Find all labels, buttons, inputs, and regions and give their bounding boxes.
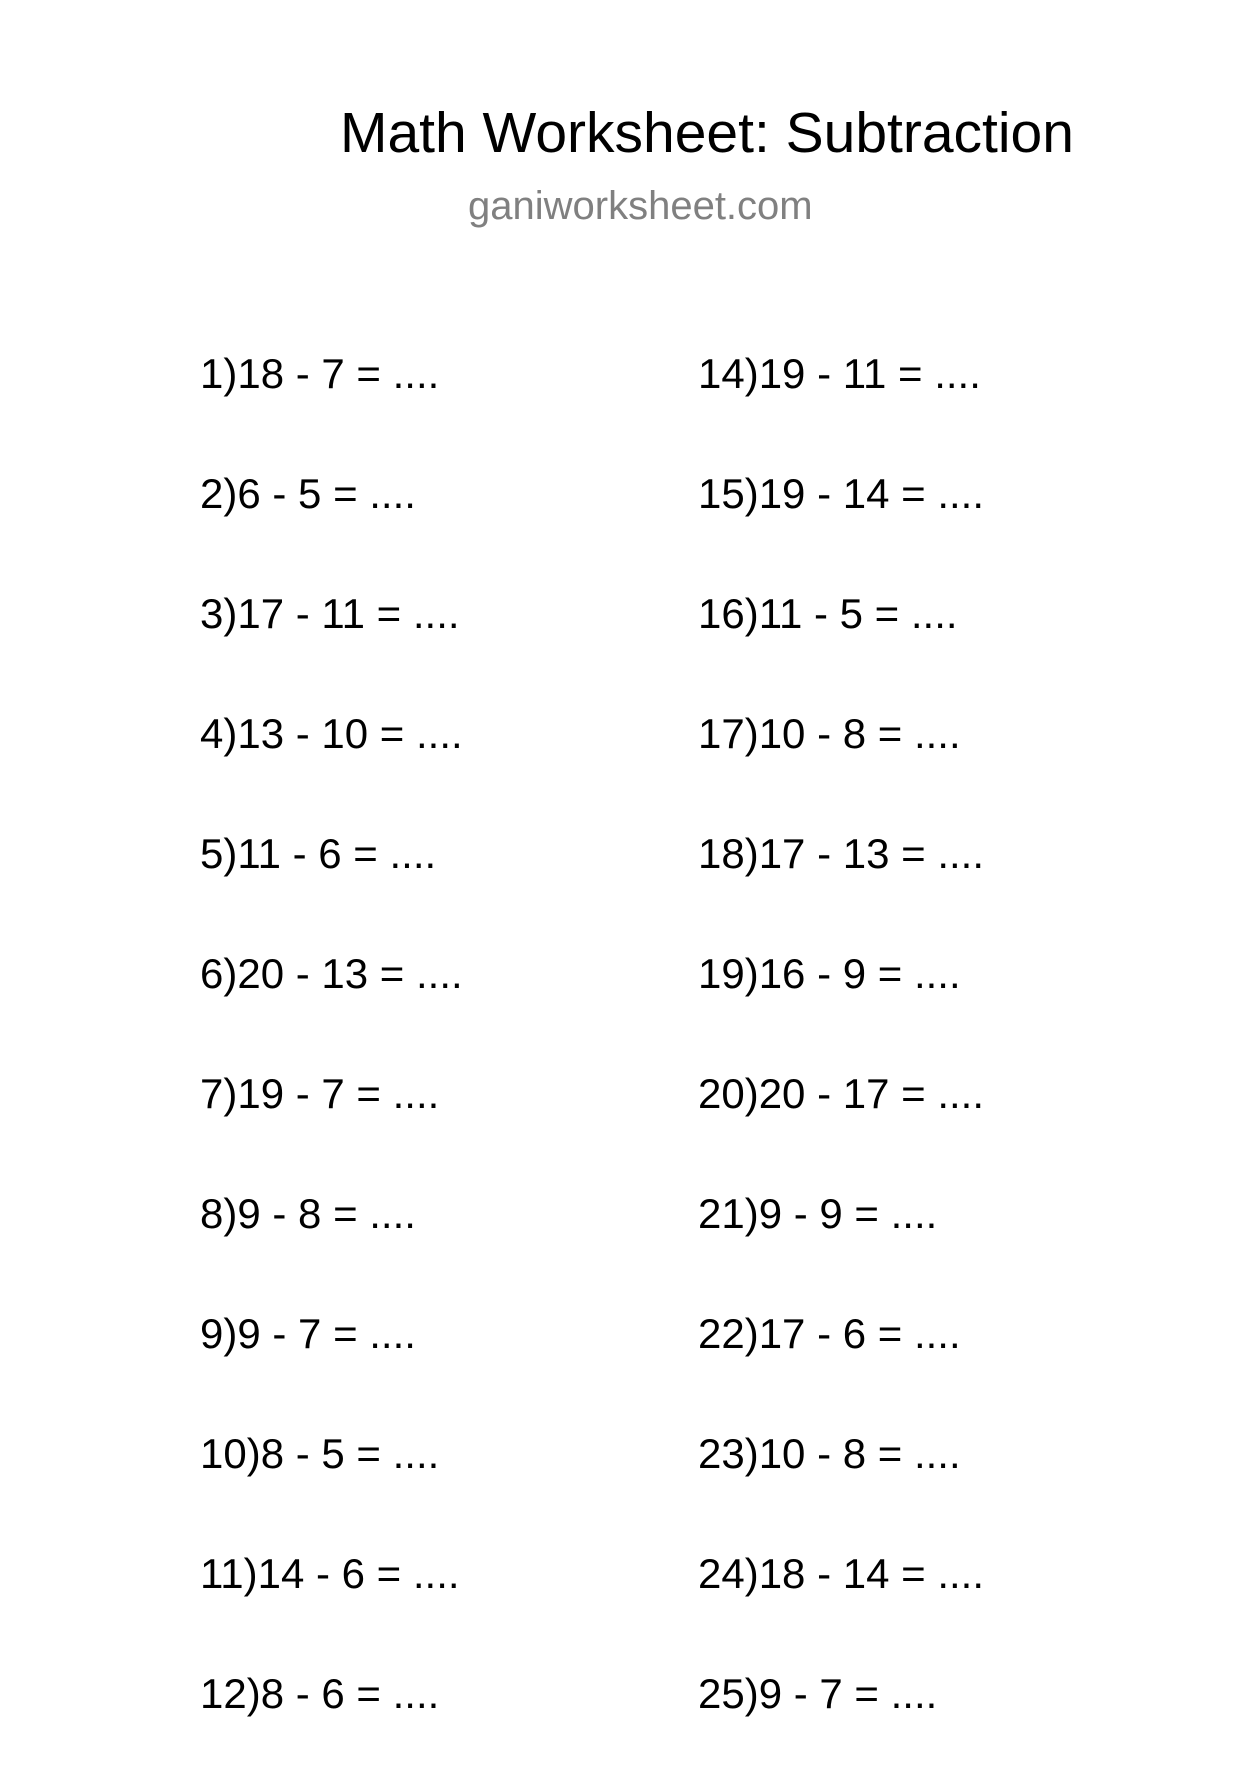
site-url: ganiworksheet.com bbox=[468, 184, 813, 228]
problem-number: 5) bbox=[200, 830, 238, 877]
problem-number: 19) bbox=[698, 950, 759, 997]
problem-item bbox=[200, 824, 463, 944]
problem-item bbox=[200, 1184, 463, 1304]
problem-number: 10) bbox=[200, 1430, 261, 1477]
problem-item bbox=[698, 1544, 984, 1664]
problem-expression: 8 - 5 = .... bbox=[260, 1430, 440, 1477]
problem-number: 3) bbox=[200, 590, 238, 637]
problem-expression: 19 - 7 = .... bbox=[237, 1070, 440, 1117]
problem-number: 6) bbox=[200, 950, 238, 997]
problem-number: 24) bbox=[698, 1550, 759, 1597]
problem-item bbox=[200, 1304, 463, 1424]
problem-expression: 19 - 14 = .... bbox=[758, 470, 985, 517]
problem-expression: 8 - 6 = .... bbox=[260, 1670, 440, 1717]
problem-number: 8) bbox=[200, 1190, 238, 1237]
problem-expression: 11 - 5 = .... bbox=[758, 590, 958, 637]
problem-item bbox=[200, 1064, 463, 1184]
problem-item bbox=[698, 1304, 984, 1424]
problem-number: 15) bbox=[698, 470, 759, 517]
problem-expression: 20 - 17 = .... bbox=[758, 1070, 985, 1117]
problem-number: 18) bbox=[698, 830, 759, 877]
problem-expression: 9 - 8 = .... bbox=[237, 1190, 416, 1237]
problem-number: 21) bbox=[698, 1190, 759, 1237]
problem-item bbox=[698, 824, 984, 944]
problem-number: 1) bbox=[200, 350, 238, 397]
problem-expression: 6 - 5 = .... bbox=[237, 470, 416, 517]
problem-number: 17) bbox=[698, 710, 759, 757]
problem-item bbox=[698, 944, 984, 1064]
problem-expression: 19 - 11 = .... bbox=[758, 350, 981, 397]
problem-item bbox=[698, 1424, 984, 1544]
problem-expression: 11 - 6 = .... bbox=[237, 830, 437, 877]
page-title: Math Worksheet: Subtraction bbox=[340, 101, 1074, 165]
problem-item bbox=[200, 1424, 463, 1544]
problem-expression: 18 - 14 = .... bbox=[758, 1550, 985, 1597]
problem-expression: 17 - 6 = .... bbox=[758, 1310, 961, 1357]
problem-expression: 17 - 11 = .... bbox=[237, 590, 460, 637]
problem-expression: 9 - 9 = .... bbox=[758, 1190, 938, 1237]
problem-item bbox=[200, 1544, 463, 1664]
problem-item bbox=[200, 704, 463, 824]
problem-expression: 16 - 9 = .... bbox=[758, 950, 961, 997]
problem-item bbox=[698, 464, 984, 584]
problem-number: 25) bbox=[698, 1670, 759, 1717]
problem-item bbox=[698, 1664, 984, 1784]
problem-expression: 18 - 7 = .... bbox=[237, 350, 440, 397]
problem-expression: 20 - 13 = .... bbox=[237, 950, 463, 997]
problem-expression: 17 - 13 = .... bbox=[758, 830, 985, 877]
problem-number: 16) bbox=[698, 590, 759, 637]
problem-number: 20) bbox=[698, 1070, 759, 1117]
problem-item bbox=[200, 344, 463, 464]
problem-item bbox=[698, 1184, 984, 1304]
problem-number: 12) bbox=[200, 1670, 261, 1717]
problem-number: 9) bbox=[200, 1310, 238, 1357]
problem-expression: 10 - 8 = .... bbox=[758, 1430, 961, 1477]
problem-expression: 9 - 7 = .... bbox=[237, 1310, 416, 1357]
problem-item bbox=[200, 464, 463, 584]
problem-column-left bbox=[200, 344, 463, 1784]
problem-number: 22) bbox=[698, 1310, 759, 1357]
problem-item bbox=[200, 944, 463, 1064]
problem-expression: 10 - 8 = .... bbox=[758, 710, 961, 757]
problem-item bbox=[200, 1664, 463, 1784]
problem-number: 11) bbox=[200, 1550, 258, 1597]
problem-expression: 13 - 10 = .... bbox=[237, 710, 463, 757]
problem-number: 2) bbox=[200, 470, 238, 517]
problem-item bbox=[698, 1064, 984, 1184]
problem-number: 7) bbox=[200, 1070, 238, 1117]
problem-number: 23) bbox=[698, 1430, 759, 1477]
problem-number: 4) bbox=[200, 710, 238, 757]
problem-item bbox=[200, 584, 463, 704]
problem-item bbox=[698, 704, 984, 824]
problem-item bbox=[698, 344, 984, 464]
problem-expression: 9 - 7 = .... bbox=[758, 1670, 938, 1717]
problem-expression: 14 - 6 = .... bbox=[257, 1550, 460, 1597]
problem-number: 14) bbox=[698, 350, 759, 397]
problem-item bbox=[698, 584, 984, 704]
problem-column-right bbox=[698, 344, 984, 1784]
